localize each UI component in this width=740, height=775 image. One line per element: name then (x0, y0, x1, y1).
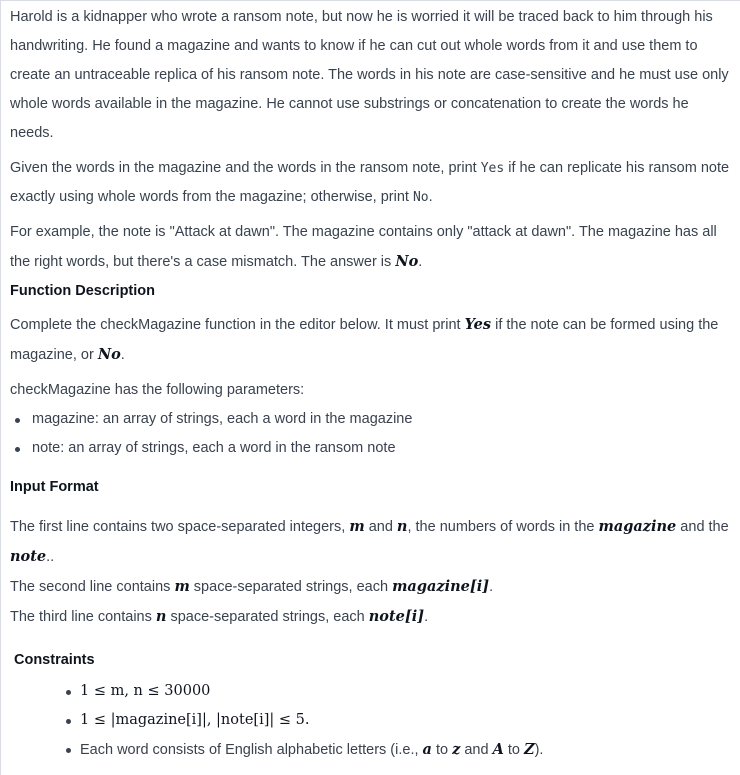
yes-math: Yes (464, 316, 492, 333)
input-format-heading: Input Format (10, 479, 99, 495)
input-line3: The third line contains n space-separated strings, each note[i]. (10, 608, 429, 625)
no-math: No (97, 346, 121, 363)
example-answer: No (395, 253, 419, 270)
constraint-3: Each word consists of English alphabetic letters (i.e., a to z and A to Z). (66, 735, 736, 765)
yes-code: Yes (480, 161, 505, 176)
task-paragraph: Given the words in the magazine and the words in the ransom note, print Yes if he can replicate his ransom note exactly using whole words from the magazine; otherwise, print No. (10, 160, 730, 205)
params-intro: checkMagazine has the following parameters: (10, 382, 305, 398)
input-line2: The second line contains m space-separated strings, each magazine[i]. (10, 578, 494, 595)
param-note: note: an array of strings, each a word in the ransom note (10, 434, 736, 463)
constraint-1: 1 ≤ m, n ≤ 30000 (66, 677, 736, 706)
function-description-paragraph: Complete the checkMagazine function in the editor below. It must print Yes if the note can be formed using the magazine, or No. (10, 316, 719, 363)
input-line1: The first line contains two space-separated integers, m and n, the numbers of words in the magazine and the note.. (10, 518, 729, 565)
params-list (10, 405, 736, 463)
param-magazine: magazine: an array of strings, each a word in the magazine (10, 405, 736, 434)
constraints-heading: Constraints (14, 652, 95, 668)
constraints-list (10, 677, 736, 765)
function-description-heading: Function Description (10, 283, 155, 299)
example-paragraph: For example, the note is "Attack at dawn". The magazine contains only "attack at dawn". The magazine has all the right words, but there's a case mismatch. The answer is No. (10, 224, 717, 270)
intro-paragraph: Harold is a kidnapper who wrote a ransom note, but now he is worried it will be traced back to him through his handwriting. He found a magazine and wants to know if he can cut out whole words from it and use them to create an untraceable replica of his ransom note. The words in his note are case-sensitive and he must use only whole words available in the magazine. He cannot use substrings or concatenation to create the words he needs. (10, 9, 729, 141)
constraint-2: 1 ≤ |magazine[i]|, |note[i]| ≤ 5. (66, 706, 736, 735)
no-code: No (412, 190, 429, 205)
